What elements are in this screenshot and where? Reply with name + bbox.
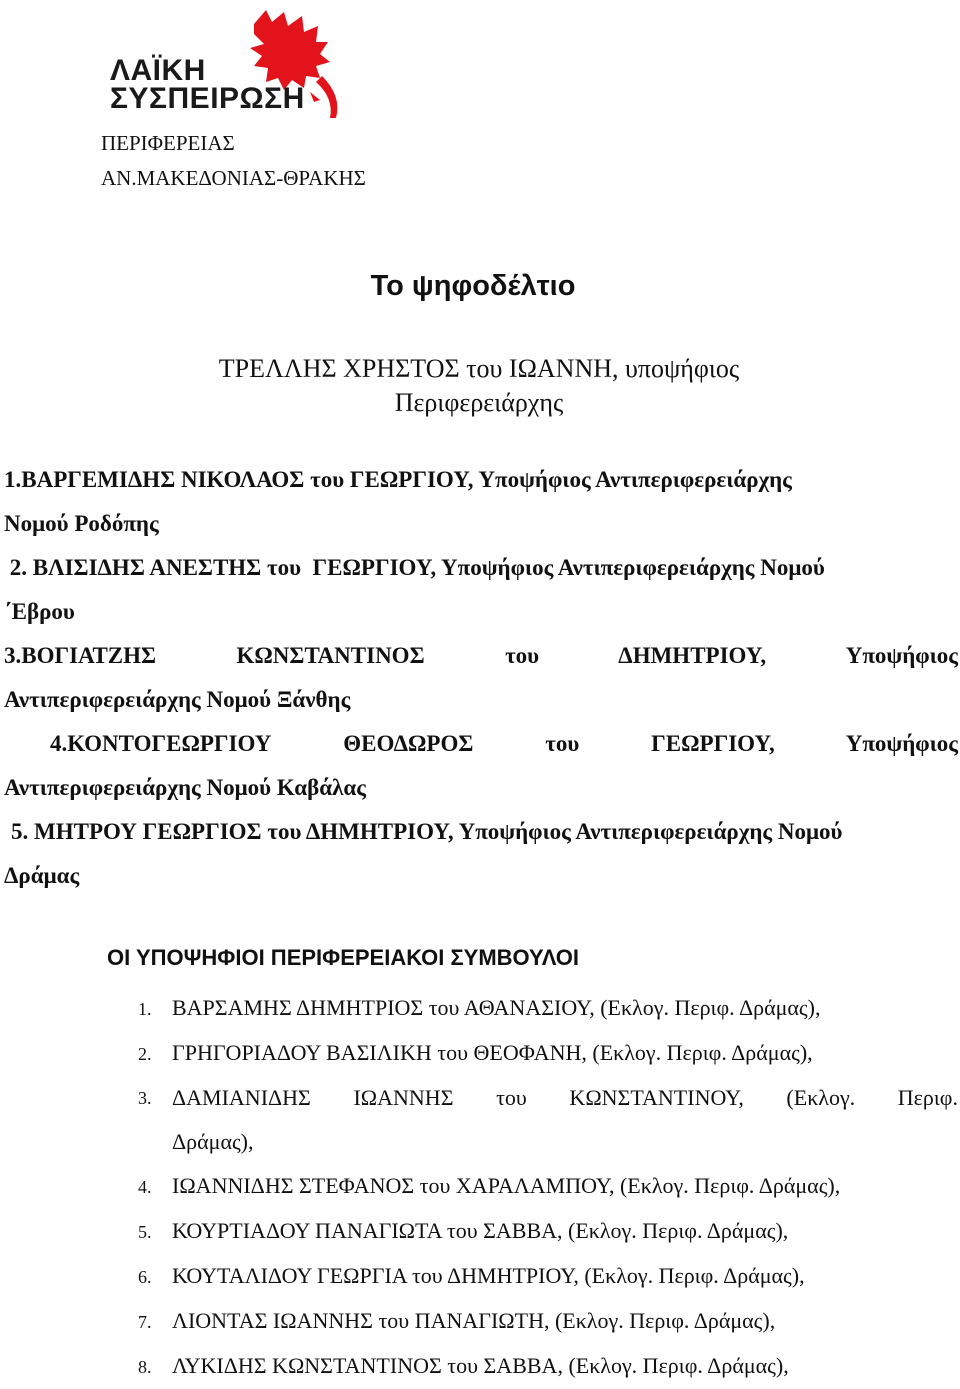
vice-candidate-4 <box>4 722 958 810</box>
page-title: Το ψηφοδέλτιο <box>370 270 576 302</box>
list-number: 2. <box>138 1044 152 1064</box>
list-item <box>138 1254 958 1299</box>
vice-candidate-line2: Αντιπεριφερειάρχης Νομού Καβάλας <box>4 775 366 800</box>
section-title: ΟΙ ΥΠΟΨΗΦΙΟΙ ΠΕΡΙΦΕΡΕΙΑΚΟΙ ΣΥΜΒΟΥΛΟΙ <box>107 945 580 970</box>
list-item <box>138 1076 958 1120</box>
leader-candidate <box>0 352 958 420</box>
region-label-line1: ΠΕΡΙΦΕΡΕΙΑΣ <box>101 131 235 155</box>
list-text: ΚΟΥΡΤΙΑΔΟΥ ΠΑΝΑΓΙΩΤΑ του ΣΑΒΒΑ, (Εκλογ. Περιφ. Δράμας), <box>172 1218 789 1243</box>
vice-candidate-line2: ΄Εβρου <box>4 599 75 624</box>
list-item <box>138 1031 958 1076</box>
party-logo <box>104 6 354 122</box>
list-item <box>138 1209 958 1254</box>
vice-candidate-line1: 4.ΚΟΝΤΟΓΕΩΡΓΙΟΥ ΘΕΟΔΩΡΟΣ του ΓΕΩΡΓΙΟΥ, Υποψήφιος <box>50 731 958 756</box>
logo-word-2: ΣΥΣΠΕΙΡΩΣΗ <box>110 82 305 115</box>
list-item <box>138 1299 958 1344</box>
vice-candidate-1 <box>4 458 958 546</box>
list-text: ΒΑΡΣΑΜΗΣ ΔΗΜΗΤΡΙΟΣ του ΑΘΑΝΑΣΙΟΥ, (Εκλογ. Περιφ. Δράμας), <box>172 995 821 1020</box>
vice-candidate-line2: Αντιπεριφερειάρχης Νομού Ξάνθης <box>4 687 351 712</box>
list-text: ΓΡΗΓΟΡΙΑΔΟΥ ΒΑΣΙΛΙΚΗ του ΘΕΟΦΑΝΗ, (Εκλογ. Περιφ. Δράμας), <box>172 1040 813 1065</box>
list-number: 7. <box>138 1312 152 1332</box>
vice-candidate-2 <box>4 546 958 634</box>
list-item <box>138 1164 958 1209</box>
list-text: ΔΑΜΙΑΝΙΔΗΣ ΙΩΑΝΝΗΣ του ΚΩΝΣΤΑΝΤΙΝΟΥ, (Εκλογ. Περιφ. <box>172 1085 958 1110</box>
vice-candidate-line2: Νομού Ροδόπης <box>4 511 159 536</box>
vice-candidate-line1: 3.ΒΟΓΙΑΤΖΗΣ ΚΩΝΣΤΑΝΤΙΝΟΣ του ΔΗΜΗΤΡΙΟΥ, Υποψήφιος <box>4 643 958 668</box>
list-number: 8. <box>138 1357 152 1377</box>
leader-line-2: Περιφερειάρχης <box>394 388 564 417</box>
list-number: 1. <box>138 999 152 1019</box>
vice-candidate-line1: 1.ΒΑΡΓΕΜΙΔΗΣ ΝΙΚΟΛΑΟΣ του ΓΕΩΡΓΙΟΥ, Υποψήφιος Αντιπεριφερειάρχης <box>4 467 792 492</box>
list-number: 5. <box>138 1222 152 1242</box>
list-number: 3. <box>138 1088 152 1108</box>
region-label-line2: ΑΝ.ΜΑΚΕΔΟΝΙΑΣ-ΘΡΑΚΗΣ <box>101 166 366 190</box>
list-item <box>138 1344 958 1389</box>
vice-candidate-line1: 5. ΜΗΤΡΟΥ ΓΕΩΡΓΙΟΣ του ΔΗΜΗΤΡΙΟΥ, Υποψήφιος Αντιπεριφερειάρχης Νομού <box>11 819 843 844</box>
vice-candidate-3 <box>4 634 958 722</box>
list-item-continuation: Δράμας), <box>172 1129 254 1154</box>
leader-line-1: ΤΡΕΛΛΗΣ ΧΡΗΣΤΟΣ του ΙΩΑΝΝΗ, υποψήφιος <box>218 354 740 383</box>
vice-candidate-5 <box>4 810 958 898</box>
list-text: ΙΩΑΝΝΙΔΗΣ ΣΤΕΦΑΝΟΣ του ΧΑΡΑΛΑΜΠΟΥ, (Εκλογ. Περιφ. Δράμας), <box>172 1173 841 1198</box>
list-text: ΚΟΥΤΑΛΙΔΟΥ ΓΕΩΡΓΙΑ του ΔΗΜΗΤΡΙΟΥ, (Εκλογ. Περιφ. Δράμας), <box>172 1263 805 1288</box>
logo-word-1: ΛΑΪΚΗ <box>110 54 206 87</box>
list-number: 6. <box>138 1267 152 1287</box>
list-number: 4. <box>138 1177 152 1197</box>
vice-candidate-line1: 2. ΒΛΙΣΙΔΗΣ ΑΝΕΣΤΗΣ του ΓΕΩΡΓΙΟΥ, Υποψήφιος Αντιπεριφερειάρχης Νομού <box>4 555 825 580</box>
councillor-list <box>138 986 958 1389</box>
list-text: ΛΙΟΝΤΑΣ ΙΩΑΝΝΗΣ του ΠΑΝΑΓΙΩΤΗ, (Εκλογ. Περιφ. Δράμας), <box>172 1308 776 1333</box>
list-item <box>138 986 958 1031</box>
vice-candidate-line2: Δράμας <box>4 863 80 888</box>
list-text: ΛΥΚΙΔΗΣ ΚΩΝΣΤΑΝΤΙΝΟΣ του ΣΑΒΒΑ, (Εκλογ. Περιφ. Δράμας), <box>172 1353 789 1378</box>
